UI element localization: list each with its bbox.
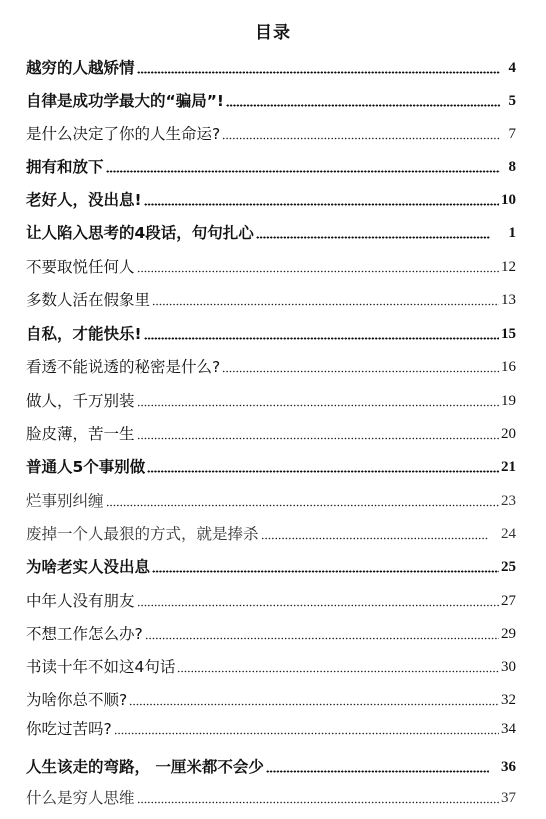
toc-entry-label: 中年人没有朋友 [26, 592, 135, 610]
toc-entry-label: 多数人活在假象里 [26, 291, 151, 309]
toc-entry-page: 29 [501, 626, 516, 642]
dot-leader [137, 265, 499, 273]
toc-entry-label: 越穷的人越矫情 [26, 59, 135, 77]
dot-leader [137, 599, 499, 607]
dot-leader [144, 198, 499, 206]
toc-entry[interactable] [26, 387, 516, 411]
dot-leader [106, 499, 499, 507]
toc-entry[interactable] [26, 353, 516, 377]
toc-entry-label: 普通人5个事别做 [26, 458, 146, 476]
toc-entry-page: 16 [501, 359, 516, 375]
toc-entry[interactable] [26, 653, 516, 677]
toc-entry-label: 废掉一个人最狠的方式，就是捧杀 [26, 525, 259, 543]
toc-entry-page: 8 [508, 159, 516, 175]
dot-leader [222, 365, 499, 373]
toc-entry-label: 为啥老实人没出息 [26, 558, 151, 576]
dot-leader [147, 465, 499, 473]
toc-entry[interactable] [26, 54, 516, 78]
toc-title: 目录 [255, 23, 291, 43]
dot-leader [222, 132, 500, 140]
toc-entry-page: 5 [508, 93, 516, 109]
toc-entry[interactable] [26, 420, 516, 444]
dot-leader [177, 665, 499, 673]
dot-leader [137, 796, 499, 804]
toc-entry-page: 37 [501, 790, 516, 806]
toc-entry-label: 你吃过苦吗? [26, 720, 112, 738]
dot-leader [226, 99, 500, 107]
toc-entry[interactable] [26, 219, 516, 243]
toc-entry[interactable] [26, 87, 516, 111]
toc-entry-label: 拥有和放下 [26, 158, 104, 176]
toc-entry-label: 自私，才能快乐! [26, 325, 142, 343]
toc-entry-page: 10 [501, 192, 516, 208]
dot-leader [129, 698, 499, 706]
dot-leader [145, 632, 499, 640]
toc-entry[interactable] [26, 487, 516, 511]
toc-entry[interactable] [26, 453, 516, 477]
toc-entry-page: 21 [501, 459, 516, 475]
toc-entry-label: 不想工作怎么办? [26, 625, 143, 643]
toc-entry-page: 12 [501, 259, 516, 275]
dot-leader [152, 565, 499, 573]
toc-entry[interactable] [26, 753, 516, 777]
toc-entry-page: 1 [508, 225, 516, 241]
toc-entry-page: 13 [501, 292, 516, 308]
toc-entry-label: 做人，千万别装 [26, 392, 135, 410]
toc-entry-label: 为啥你总不顺? [26, 691, 128, 709]
toc-entry[interactable] [26, 520, 516, 544]
toc-entry-page: 27 [501, 593, 516, 609]
dot-leader [106, 165, 500, 173]
toc-entry-page: 25 [501, 559, 516, 575]
toc-entry-page: 36 [501, 759, 516, 775]
dot-leader [144, 332, 499, 340]
toc-entry-label: 烂事别纠缠 [26, 492, 104, 510]
toc-entry[interactable] [26, 320, 516, 344]
toc-entry[interactable] [26, 286, 516, 310]
toc-entry[interactable] [26, 620, 516, 644]
dot-leader [137, 432, 499, 440]
toc-entry-label: 脸皮薄，苦一生 [26, 425, 135, 443]
toc-entry-label: 老好人，没出息! [26, 191, 142, 209]
dot-leader [114, 727, 499, 735]
toc-entry-page: 32 [501, 692, 516, 708]
toc-entry-page: 15 [501, 326, 516, 342]
toc-entry-label: 不要取悦任何人 [26, 258, 135, 276]
toc-entry[interactable] [26, 186, 516, 210]
dot-leader [261, 532, 489, 540]
dot-leader [137, 66, 500, 74]
toc-entry[interactable] [26, 253, 516, 277]
toc-entry-page: 30 [501, 659, 516, 675]
toc-entry-label: 什么是穷人思维 [26, 789, 135, 807]
toc-entry-label: 自律是成功学最大的“骗局”! [26, 92, 224, 110]
toc-entry-page: 23 [501, 493, 516, 509]
toc-entry-page: 19 [501, 393, 516, 409]
toc-entry-label: 让人陷入思考的4段话，句句扎心 [26, 224, 254, 242]
toc-entry[interactable] [26, 153, 516, 177]
toc-entry-page: 7 [508, 126, 516, 142]
toc-entry[interactable] [26, 715, 516, 739]
dot-leader [152, 298, 499, 306]
toc-entry[interactable] [26, 553, 516, 577]
dot-leader [266, 765, 489, 773]
toc-entry-page: 4 [508, 60, 516, 76]
toc-entry[interactable] [26, 587, 516, 611]
toc-entry-label: 人生该走的弯路， 一厘米都不会少 [26, 758, 264, 776]
toc-entry-page: 34 [501, 721, 516, 737]
toc-entry-page: 24 [501, 526, 516, 542]
toc-entry[interactable] [26, 784, 516, 808]
toc-entry-label: 看透不能说透的秘密是什么? [26, 358, 221, 376]
toc-entry-page: 20 [501, 426, 516, 442]
toc-entry-label: 书读十年不如这4句话 [26, 658, 176, 676]
toc-entry-label: 是什么决定了你的人生命运? [26, 125, 221, 143]
toc-entry[interactable] [26, 120, 516, 144]
toc-entry[interactable] [26, 686, 516, 710]
dot-leader [256, 231, 490, 239]
dot-leader [137, 399, 499, 407]
